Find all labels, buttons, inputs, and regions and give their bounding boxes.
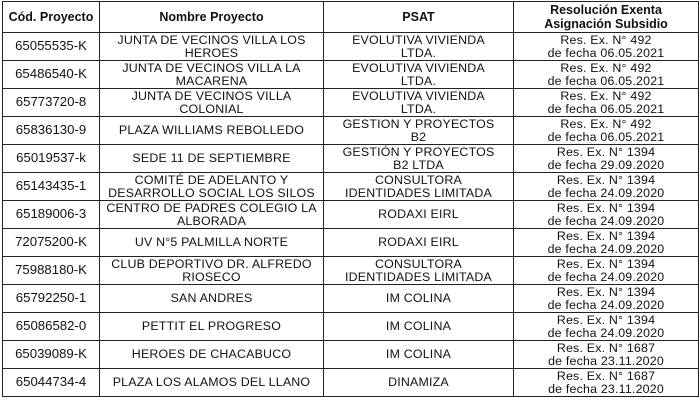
cell-resolution-line: Res. Ex. N° 492: [560, 89, 652, 103]
cell-resolution-line: Res. Ex. N° 1394: [556, 313, 656, 327]
cell-name: [100, 285, 324, 313]
cell-resolution-line: Res. Ex. N° 1394: [556, 257, 656, 271]
cell-psat-line: GESTION Y PROYECTOS: [342, 117, 495, 131]
cell-psat: [324, 313, 514, 341]
cell-resolution: [514, 285, 699, 313]
cell-resolution-line: Res. Ex. N° 492: [560, 117, 652, 131]
cell-psat: [324, 145, 514, 173]
cell-psat-line: IDENTIDADES LIMITADA: [345, 185, 492, 200]
cell-psat: [324, 173, 514, 201]
table-row: [3, 173, 699, 201]
cell-name: [100, 341, 324, 369]
cell-psat-line: B2 LTDA: [393, 157, 444, 172]
table-row: [3, 201, 699, 229]
cell-resolution: [514, 313, 699, 341]
cell-name-line: JUNTA DE VECINOS VILLA: [131, 89, 292, 103]
cell-name: [100, 313, 324, 341]
cell-name: [100, 257, 324, 285]
cell-resolution-line: de fecha 23.11.2020: [548, 381, 664, 396]
table-row: [3, 89, 699, 117]
cell-name-line: HEROES: [184, 45, 239, 60]
cell-name: [100, 173, 324, 201]
cell-psat-line: CONSULTORA: [375, 173, 462, 187]
cell-name-line: CENTRO DE PADRES COLEGIO LA: [106, 201, 317, 215]
cell-name-line: PETTIT EL PROGRESO: [141, 319, 282, 334]
cell-psat-line: IDENTIDADES LIMITADA: [345, 269, 492, 284]
cell-code: 65486540-K: [3, 61, 100, 89]
cell-code: 65143435-1: [3, 173, 100, 201]
cell-psat-line: LTDA.: [400, 45, 437, 60]
cell-name-line: COLONIAL: [179, 101, 244, 116]
cell-psat-line: RODAXI EIRL: [378, 235, 459, 250]
table-row: [3, 117, 699, 145]
cell-code: 72075200-K: [3, 229, 100, 257]
cell-resolution-line: Res. Ex. N° 1394: [556, 145, 656, 159]
cell-resolution: [514, 229, 699, 257]
cell-psat-line: CONSULTORA: [375, 257, 462, 271]
cell-name-line: JUNTA DE VECINOS VILLA LA: [122, 61, 301, 75]
cell-psat: [324, 257, 514, 285]
cell-psat-line: LTDA.: [400, 73, 437, 88]
table-header-row: [3, 2, 699, 33]
cell-resolution: [514, 369, 699, 397]
cell-psat: [324, 117, 514, 145]
cell-name-line: SAN ANDRES: [170, 291, 253, 306]
cell-name: [100, 61, 324, 89]
cell-resolution-line: de fecha 24.09.2020: [547, 185, 665, 200]
header-psat: PSAT: [324, 2, 514, 33]
cell-code: 65792250-1: [3, 285, 100, 313]
header-resolution-line2: Asignación Subsidio: [544, 17, 668, 31]
cell-code: 75988180-K: [3, 257, 100, 285]
cell-resolution-line: Res. Ex. N° 492: [560, 61, 652, 75]
table-row: [3, 145, 699, 173]
table-row: [3, 257, 699, 285]
cell-psat: [324, 229, 514, 257]
cell-name: [100, 369, 324, 397]
cell-resolution-line: de fecha 24.09.2020: [547, 213, 665, 228]
cell-name-line: ALBORADA: [176, 213, 247, 228]
cell-name-line: JUNTA DE VECINOS VILLA LOS: [117, 33, 306, 47]
cell-psat-line: B2: [410, 129, 427, 144]
cell-resolution: [514, 257, 699, 285]
cell-code: 65055535-K: [3, 33, 100, 61]
cell-name: [100, 201, 324, 229]
cell-psat-line: IM COLINA: [385, 347, 452, 362]
cell-code: 65773720-8: [3, 89, 100, 117]
cell-name-line: CLUB DEPORTIVO DR. ALFREDO: [111, 257, 312, 271]
cell-resolution: [514, 61, 699, 89]
cell-resolution: [514, 173, 699, 201]
cell-resolution-line: Res. Ex. N° 492: [560, 33, 652, 47]
cell-name: [100, 89, 324, 117]
cell-resolution-line: de fecha 29.09.2020: [547, 157, 665, 172]
cell-resolution-line: Res. Ex. N° 1394: [556, 173, 656, 187]
cell-code: 65836130-9: [3, 117, 100, 145]
cell-name-line: UV N°5 PALMILLA NORTE: [134, 235, 289, 250]
header-resolution: [514, 2, 699, 33]
cell-code: 65044734-4: [3, 369, 100, 397]
cell-resolution-line: Res. Ex. N° 1394: [556, 285, 656, 299]
cell-psat-line: GESTIÓN Y PROYECTOS: [342, 145, 495, 159]
cell-resolution: [514, 201, 699, 229]
cell-psat-line: EVOLUTIVA VIVIENDA: [352, 61, 485, 75]
cell-resolution-line: de fecha 24.09.2020: [547, 241, 665, 256]
cell-resolution: [514, 117, 699, 145]
cell-name: [100, 145, 324, 173]
cell-resolution-line: de fecha 23.11.2020: [548, 353, 664, 368]
header-name: Nombre Proyecto: [100, 2, 324, 33]
table-row: [3, 33, 699, 61]
cell-resolution-line: de fecha 06.05.2021: [547, 45, 665, 60]
cell-psat-line: DINAMIZA: [388, 375, 449, 390]
cell-resolution-line: Res. Ex. N° 1394: [556, 229, 656, 243]
table-row: [3, 369, 699, 397]
table-row: [3, 61, 699, 89]
table-row: [3, 341, 699, 369]
cell-name: [100, 33, 324, 61]
table-body: [3, 33, 699, 397]
cell-resolution: [514, 145, 699, 173]
cell-resolution-line: Res. Ex. N° 1394: [556, 201, 656, 215]
table-row: [3, 285, 699, 313]
projects-table: [2, 1, 699, 397]
cell-psat-line: LTDA.: [400, 101, 437, 116]
cell-resolution: [514, 89, 699, 117]
cell-name-line: DESARROLLO SOCIAL LOS SILOS: [108, 185, 315, 200]
cell-code: 65189006-3: [3, 201, 100, 229]
cell-psat: [324, 341, 514, 369]
cell-code: 65039089-K: [3, 341, 100, 369]
cell-resolution-line: Res. Ex. N° 1687: [556, 369, 656, 383]
header-resolution-line1: Resolución Exenta: [550, 3, 662, 17]
cell-name-line: PLAZA LOS ALAMOS DEL LLANO: [112, 375, 311, 390]
cell-resolution-line: de fecha 24.09.2020: [547, 269, 665, 284]
cell-name-line: SEDE 11 DE SEPTIEMBRE: [132, 151, 291, 166]
table-row: [3, 229, 699, 257]
cell-psat-line: IM COLINA: [385, 291, 452, 306]
cell-resolution-line: de fecha 06.05.2021: [547, 129, 665, 144]
cell-psat: [324, 369, 514, 397]
cell-name-line: COMITÉ DE ADELANTO Y: [134, 173, 289, 187]
cell-psat: [324, 201, 514, 229]
header-code: Cód. Proyecto: [3, 2, 100, 33]
cell-psat-line: IM COLINA: [385, 319, 452, 334]
cell-resolution-line: de fecha 24.09.2020: [547, 325, 665, 340]
cell-name: [100, 229, 324, 257]
cell-name-line: RIOSECO: [182, 269, 241, 284]
cell-resolution-line: de fecha 06.05.2021: [547, 101, 665, 116]
cell-resolution: [514, 341, 699, 369]
cell-code: 65086582-0: [3, 313, 100, 341]
cell-code: 65019537-k: [3, 145, 100, 173]
cell-resolution-line: Res. Ex. N° 1687: [556, 341, 656, 355]
cell-psat: [324, 89, 514, 117]
cell-psat-line: EVOLUTIVA VIVIENDA: [352, 89, 485, 103]
cell-name-line: PLAZA WILLIAMS REBOLLEDO: [118, 123, 305, 138]
cell-name: [100, 117, 324, 145]
cell-resolution: [514, 33, 699, 61]
cell-name-line: HEROES DE CHACABUCO: [131, 347, 292, 362]
cell-psat-line: RODAXI EIRL: [378, 207, 459, 222]
cell-resolution-line: de fecha 24.09.2020: [547, 297, 665, 312]
cell-psat: [324, 33, 514, 61]
cell-psat-line: EVOLUTIVA VIVIENDA: [352, 33, 485, 47]
cell-resolution-line: de fecha 06.05.2021: [547, 73, 665, 88]
cell-name-line: MACARENA: [175, 73, 248, 88]
table-row: [3, 313, 699, 341]
cell-psat: [324, 61, 514, 89]
cell-psat: [324, 285, 514, 313]
